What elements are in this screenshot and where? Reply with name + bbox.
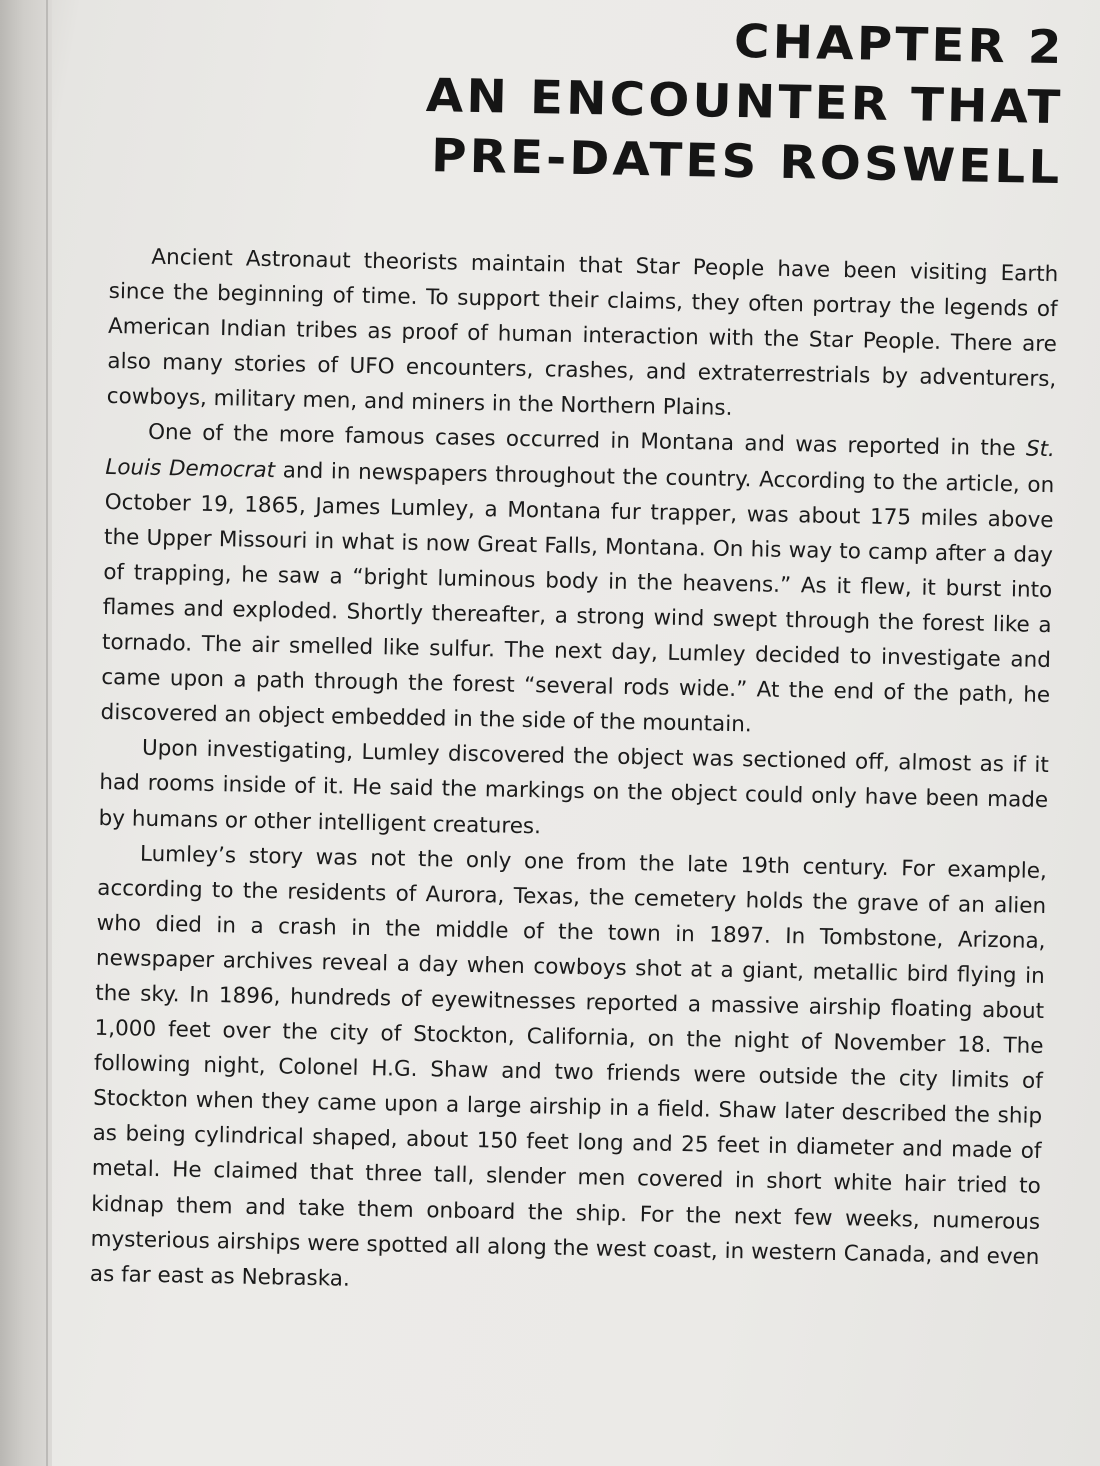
chapter-heading — [93, 0, 1081, 198]
chapter-number: CHAPTER 2 — [733, 13, 1066, 75]
paragraph-3: Upon investigating, Lumley discovered the object was sectioned off, almost as if it had rooms inside of it. He said the markings on the object could only have been made by humans or other intelligent creatures. — [98, 735, 1050, 839]
paragraph-2-lead: One of the more famous cases occurred in Montana and was reported in the — [147, 420, 1027, 463]
book-gutter — [0, 0, 52, 1466]
paragraph-1: Ancient Astronaut theorists maintain that Star People have been visiting Earth since the beginning of time. To support their claims, they often portray the legends of American Indian tribes as proof of human interaction with the Star People. There are also many stories of UFO encounters, crashes, and extraterrestrials by adventurers, cowboys, military men, and miners in the Northern Plains. — [106, 244, 1059, 422]
chapter-body — [72, 239, 1077, 1311]
gutter-shadow-line — [46, 0, 48, 1466]
chapter-title-line-1: AN ENCOUNTER THAT — [425, 67, 1064, 135]
book-page — [68, 0, 1081, 1466]
chapter-title-line-2: PRE-DATES ROSWELL — [430, 128, 1063, 195]
paragraph-2 — [100, 414, 1055, 748]
paragraph-4: Lumley’s story was not the only one from the late 19th century. For example, according to the residents of Aurora, Texas, the cemetery holds the grave of an alien who died in a crash in the middle of the town in 1897. In Tombstone, Arizona, newspaper archives reveal a day when cowboys shot at a giant, metallic bird flying in the sky. In 1896, hundreds of eyewitnesses reported a massive airship floating about 1,000 feet over the city of Stockton, California, on the night of November 18. The following night, Colonel H.G. Shaw and two friends were outside the city limits of Stockton when they came upon a large airship in a field. Shaw later described the ship as being cylindrical shaped, about 150 feet long and 25 feet in diameter and made of metal. He claimed that three tall, slender men covered in short white hair tried to kidnap them and take them onboard the ship. For the next few weeks, numerous mysterious airships were spotted all along the west coast, in western Canada, and even as far east as Nebraska. — [89, 841, 1048, 1292]
newspaper-title: St. Louis Democrat — [105, 437, 1056, 483]
paragraph-2-rest: and in newspapers throughout the country. According to the article, on October 19, 1865, James Lumley, a Montana fur trapper, was about 175 miles above the Upper Missouri in what is now Great Falls, Montana. On his way to camp after a day of trapping, he saw a “bright luminous body in the heavens.” As it flew, it burst into flames and exploded. Shortly thereafter, a strong wind swept through the forest like a tornado. The air smelled like sulfur. The next day, Lumley decided to investigate and came upon a path through the forest “several rods wide.” At the end of the path, he discovered an object embedded in the side of the mountain. — [100, 457, 1055, 738]
